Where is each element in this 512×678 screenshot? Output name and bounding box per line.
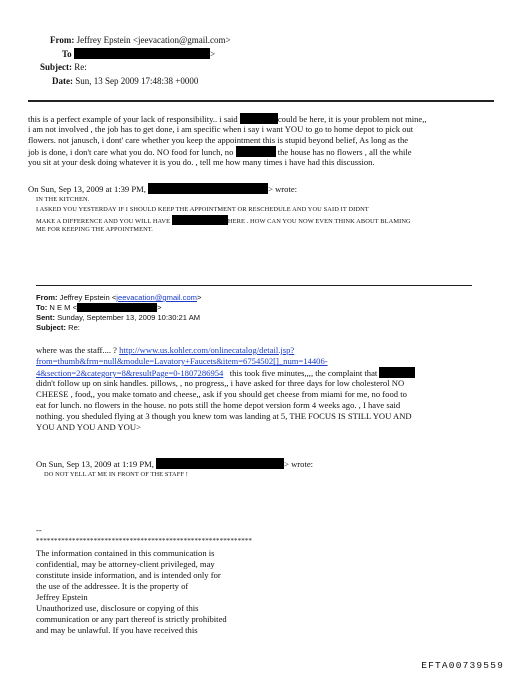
redaction [236,146,276,157]
message-line: flowers. not janusch, i dont' care whether you keep the appointment this is stupid beyond belief, As long as the [28,135,409,145]
disclaimer-line: confidential, may be attorney-client privileged, may [36,559,215,569]
kohler-link[interactable]: from=thumb&frm=null&module=Lavatory+Faucets&item=6754502[]_num=14406- [36,356,328,366]
redaction [379,367,415,378]
bates-number: EFTA00739559 [421,660,504,671]
quoted-line: DO NOT YELL AT ME IN FRONT OF THE STAFF ! [44,471,188,478]
quote-attribution: On Sun, Sep 13, 2009 at 1:39 PM, > wrote: [28,184,298,194]
message2-line: YOU AND YOU AND YOU> [36,422,141,432]
divider [36,285,472,286]
header-to: To > [62,49,216,59]
redaction [172,215,228,225]
quoted-line: ME FOR KEEPING THE APPOINTMENT. [36,226,154,233]
message-line: i am not involved , the job has to get done, i am specific when i say i want YOU to go to home depot to pick out [28,124,414,134]
redaction [74,48,210,59]
disclaimer-line: Unauthorized use, disclosure or copying of this [36,603,199,613]
inner-to: To: N E M < > [36,303,162,312]
kohler-link[interactable]: 4&section=2&category=8&resultPage=0-1807286954 [36,368,224,378]
message2-line: eat for lunch. no flowers in the house. no pots still the home depot version form 4 weeks ago. , I have said [36,400,401,410]
inner-from: From: Jeffrey Epstein <jeevacation@gmail.com> [36,293,202,302]
message2-line: nothing. you sheduled flying at 3 though you knew tom was landing at 5, THE FOCUS IS STILL YOU AND [36,411,412,421]
kohler-link[interactable]: http://www.us.kohler.com/onlinecatalog/detail.jsp? [119,345,295,355]
quoted-line: MAKE A DIFFERENCE AND YOU WILL HAVE HERE . HOW CAN YOU NOW EVEN THINK ABOUT BLAMING [36,215,411,226]
disclaimer-line: communication or any part thereof is strictly prohibited [36,614,227,624]
redaction [77,303,157,312]
inner-sent: Sent: Sunday, September 13, 2009 10:30:21 AM [36,313,201,322]
message-line: you sit at your desk doing whatever it is you do. , tell me how many times i have had this discussion. [28,157,375,167]
header-from: From: Jeffrey Epstein <jeevacation@gmail.com> [50,35,231,45]
message2-line [36,356,328,366]
email-link[interactable]: jeevacation@gmail.com [116,293,198,302]
sig-dashes: -- [36,525,42,535]
header-rule [28,100,494,102]
message2-line: CHEESE , food,, you make tomato and cheese,, ask if you should get cheese from miami for me, no food to [36,389,407,399]
disclaimer-line: Jeffrey Epstein [36,592,88,602]
header-subject: Subject: Re: [40,62,87,72]
quoted-line: IN THE KITCHEN. [36,196,90,203]
redaction [148,183,268,194]
disclaimer-line: and may be unlawful. If you have received this [36,625,198,635]
message2-line: didn't follow up on sink handles. pillows, , no progress,, i have asked for three days for low cholesterol NO [36,378,405,388]
message-line: job is done, i don't care what you do. NO food for lunch, no the house has no flowers , all the while [28,147,412,157]
message-line: this is a perfect example of your lack of responsibility.. i said could be here, it is your problem not mine,, [28,114,427,124]
redaction [156,458,284,469]
quote-attribution: On Sun, Sep 13, 2009 at 1:19 PM, > wrote: [36,459,314,469]
disclaimer-line: The information contained in this communication is [36,548,215,558]
quoted-line: I ASKED YOU YESTERDAY IF I SHOULD KEEP THE APPOINTMENT OR RESCHEDULE AND YOU SAID IT DIDNT [36,206,369,213]
message2-line: 4&section=2&category=8&resultPage=0-1807286954 this took five minutes,,,, the complaint that [36,367,415,378]
inner-subject: Subject: Re: [36,323,80,332]
stars-line: ************************************************************ [36,537,252,545]
disclaimer-line: the use of the addressee. It is the property of [36,581,189,591]
disclaimer-line: constitute inside information, and is intended only for [36,570,221,580]
redaction [240,113,278,124]
message2-line: where was the staff.... ? http://www.us.kohler.com/onlinecatalog/detail.jsp? [36,345,295,355]
header-date: Date: Sun, 13 Sep 2009 17:48:38 +0000 [52,76,199,86]
